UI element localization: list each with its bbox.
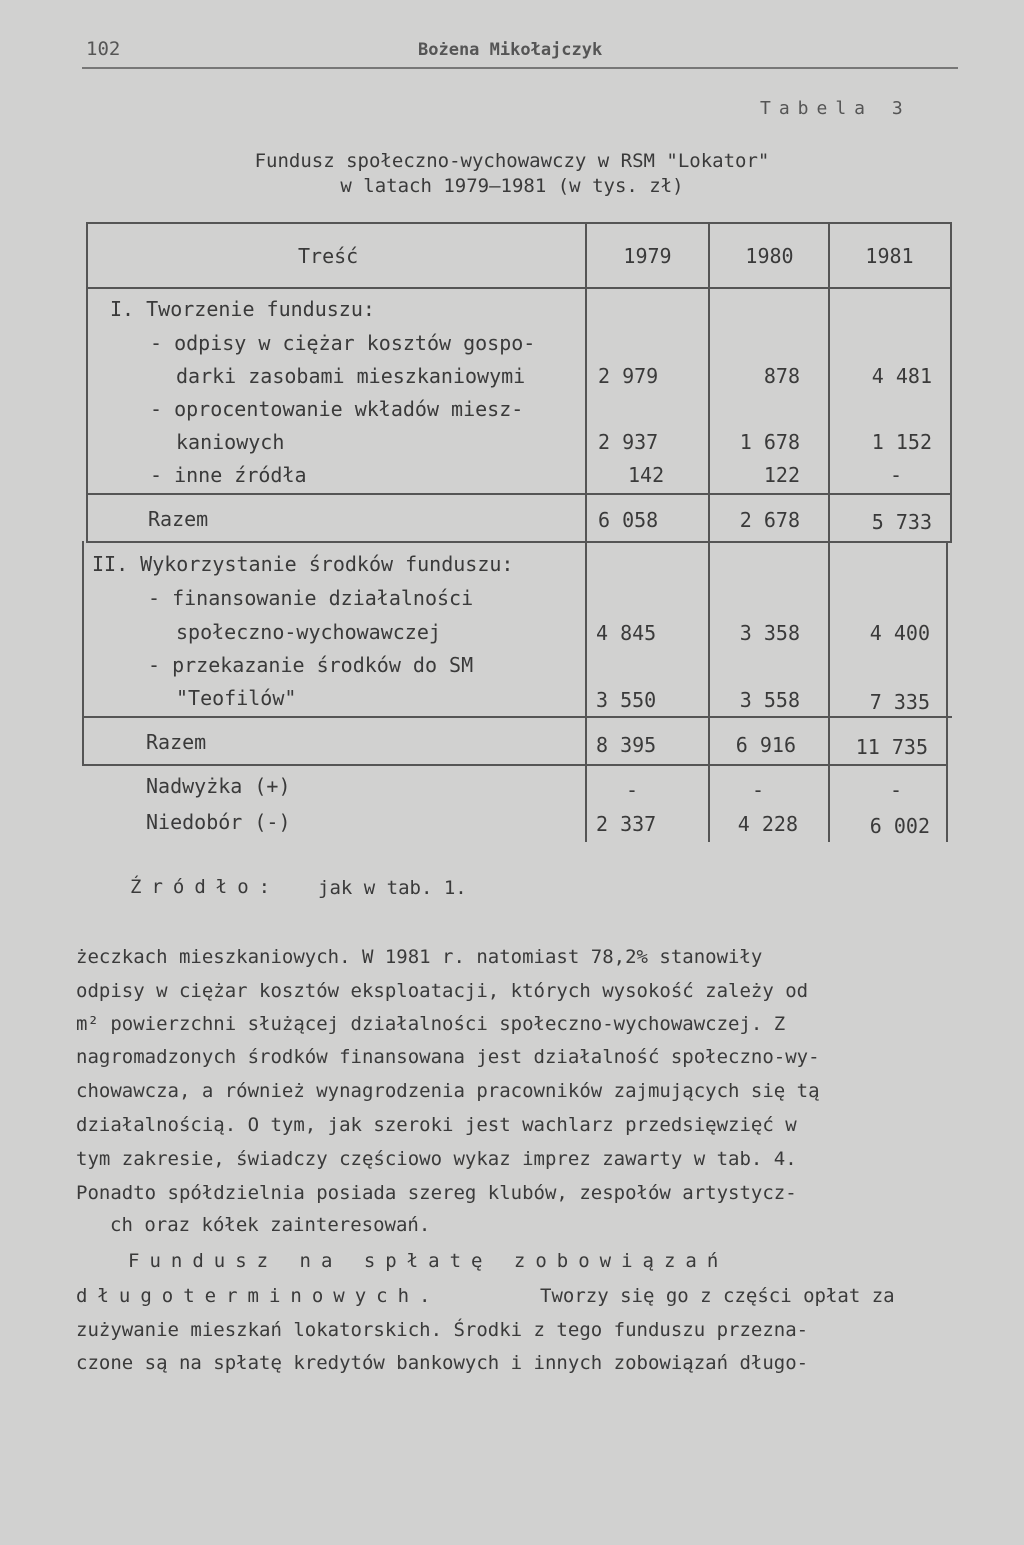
table-line (86, 222, 88, 542)
text-line: Tworzy się go z części opłat za (540, 1285, 895, 1307)
text-line: m² powierzchni służącej działalności społeczno-wychowawczej. Z (76, 1013, 786, 1035)
cell-value: 4 845 (596, 621, 657, 645)
row-label: - przekazanie środków do SM (148, 653, 474, 677)
table-line (86, 493, 952, 495)
cell-value: 6 002 (869, 814, 930, 838)
table-label: Tabela 3 (760, 98, 911, 119)
cell-value: 4 481 (871, 364, 932, 388)
text-line: czone są na spłatę kredytów bankowych i innych zobowiązań długo- (76, 1352, 809, 1374)
table-title-line-1: Fundusz społeczno-wychowawczy w RSM "Lokator" (254, 150, 770, 172)
cell-value: 3 558 (739, 688, 800, 712)
cell-value: 122 (763, 463, 800, 487)
row-label: - oprocentowanie wkładów miesz- (150, 397, 524, 421)
cell-value: - (626, 778, 639, 802)
cell-value: 2 979 (598, 364, 659, 388)
cell-value: 4 400 (869, 621, 930, 645)
table-line (86, 222, 952, 224)
col-header-content: Treść (298, 244, 359, 268)
text-line: chowawcza, a również wynagrodzenia pracowników zajmujących się tą (76, 1080, 820, 1102)
cell-value: 8 395 (596, 733, 657, 757)
row-label: - inne źródła (150, 463, 307, 487)
cell-value: 11 735 (855, 735, 928, 759)
cell-value: 3 358 (739, 621, 800, 645)
source-label: Źródło: (130, 876, 281, 898)
source-text: jak w tab. 1. (318, 877, 467, 899)
row-label: kaniowych (176, 430, 285, 454)
section-1-total-label: Razem (148, 507, 209, 531)
cell-value: 5 733 (871, 510, 932, 534)
text-line: odpisy w ciężar kosztów eksploatacji, których wysokość zależy od (76, 980, 809, 1002)
section-2-title: II. Wykorzystanie środków funduszu: (92, 552, 514, 576)
row-label: społeczno-wychowawczej (176, 620, 441, 644)
cell-value: 878 (763, 364, 800, 388)
cell-value: 7 335 (869, 690, 930, 714)
text-line: zużywanie mieszkań lokatorskich. Środki z tego funduszu przezna- (76, 1319, 809, 1341)
cell-value: 1 678 (739, 430, 800, 454)
row-label: darki zasobami mieszkaniowymi (176, 364, 526, 388)
fund-heading: Fundusz na spłatę zobowiązań (128, 1250, 729, 1272)
cell-value: 2 337 (596, 812, 657, 836)
text-line: działalnością. O tym, jak szeroki jest wachlarz przedsięwzięć w (76, 1114, 797, 1136)
col-header-1981: 1981 (865, 244, 914, 268)
table-line (82, 716, 952, 718)
deficit-label: Niedobór (-) (146, 810, 291, 834)
fund-heading-cont: długoterminowych. (76, 1285, 441, 1307)
row-label: - finansowanie działalności (148, 586, 474, 610)
text-line: Ponadto spółdzielnia posiada szereg klubów, zespołów artystycz- (76, 1182, 797, 1204)
col-header-1979: 1979 (623, 244, 672, 268)
surplus-label: Nadwyżka (+) (146, 774, 291, 798)
table-line (86, 541, 952, 543)
table-line (82, 764, 948, 766)
table-line (86, 287, 952, 289)
col-header-1980: 1980 (745, 244, 794, 268)
section-2-total-label: Razem (146, 730, 207, 754)
cell-value: 2 937 (598, 430, 659, 454)
running-author: Bożena Mikołajczyk (418, 40, 603, 60)
text-line: nagromadzonych środków finansowana jest działalność społeczno-wy- (76, 1046, 820, 1068)
text-line: ch oraz kółek zainteresowań. (110, 1214, 431, 1236)
cell-value: 3 550 (596, 688, 657, 712)
table-line (82, 541, 84, 765)
section-1-title: I. Tworzenie funduszu: (110, 297, 375, 321)
cell-value: 6 058 (598, 508, 659, 532)
table-line (950, 222, 952, 542)
cell-value: 4 228 (737, 812, 798, 836)
table-line (585, 222, 587, 842)
cell-value: 142 (628, 463, 665, 487)
table-line (946, 541, 948, 842)
page-number: 102 (86, 38, 121, 60)
cell-value: - (890, 778, 903, 802)
header-rule (82, 67, 958, 69)
cell-value: - (889, 463, 902, 487)
cell-value: 1 152 (871, 430, 932, 454)
cell-value: 6 916 (735, 733, 796, 757)
row-label: - odpisy w ciężar kosztów gospo- (150, 331, 536, 355)
text-line: żeczkach mieszkaniowych. W 1981 r. natomiast 78,2% stanowiły (76, 946, 763, 968)
row-label: "Teofilów" (176, 686, 297, 710)
table-title-line-2: w latach 1979–1981 (w tys. zł) (340, 175, 684, 197)
cell-value: 2 678 (739, 508, 800, 532)
text-line: tym zakresie, świadczy częściowo wykaz imprez zawarty w tab. 4. (76, 1148, 797, 1170)
cell-value: - (752, 778, 765, 802)
